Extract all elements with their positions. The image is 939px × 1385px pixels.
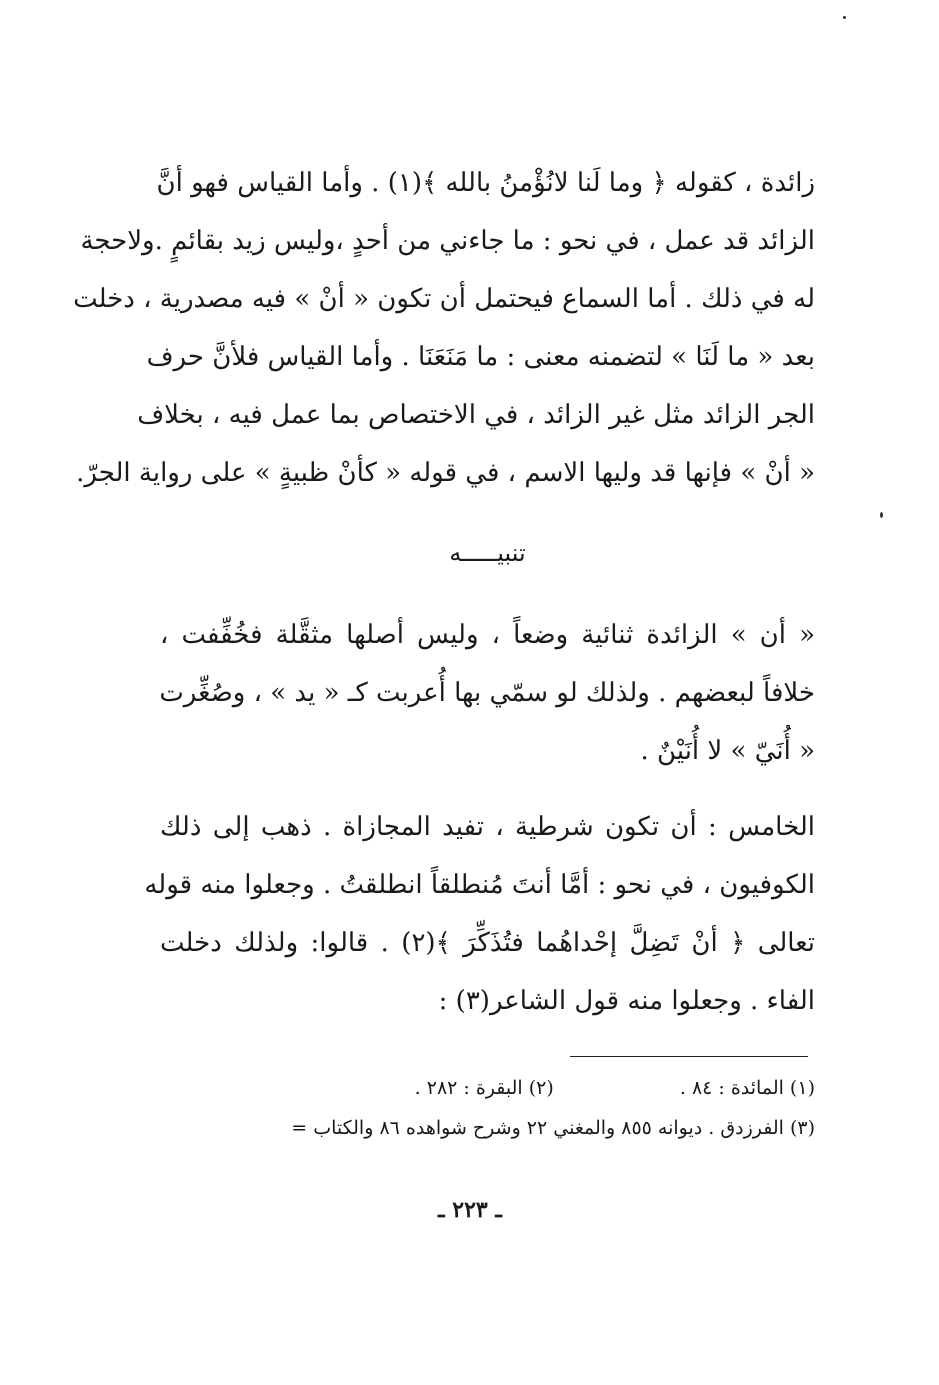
footnote-3: (٣) الفرزدق . ديوانه ٨٥٥ والمغني ٢٢ وشرح شواهده ٨٦ والكتاب = (291, 1117, 815, 1139)
paragraph-3-line-4: الفاء . وجعلوا منه قول الشاعر(٣) : (438, 986, 815, 1016)
paragraph-3-line-3: تعالى ﴿ أنْ تَضِلَّ إحْداهُما فتُذَكِّرَ ﴾(٢) . قالوا: ولذلك دخلت (160, 928, 815, 958)
paragraph-2-line-2: خلافاً لبعضهم . ولذلك لو سمّي بها أُعربت كـ « يد » ، وصُغِّرت (159, 678, 815, 708)
scan-speck (843, 16, 846, 19)
footnote-1: (١) المائدة : ٨٤ . (679, 1077, 815, 1099)
paragraph-3 (144, 798, 815, 1030)
paragraph-3-line-2: الكوفيون ، في نحو : أمَّا أنتَ مُنطلقاً انطلقتُ . وجعلوا منه قوله (144, 870, 815, 900)
paragraph-2 (160, 606, 815, 780)
paragraph-3-line-1: الخامس : أن تكون شرطية ، تفيد المجازاة . ذهب إلى ذلك (160, 812, 815, 842)
paragraph-2-line-3: « أُنَيّ » لا أُنَيْنٌ . (640, 736, 815, 766)
footnote-2: (٢) البقرة : ٢٨٢ . (414, 1077, 554, 1099)
page-number: ـ ٢٢٣ ـ (438, 1197, 502, 1223)
paragraph-1-line-5: الجر الزائد مثل غير الزائد ، في الاختصاص بما عمل فيه ، بخلاف (137, 400, 815, 430)
section-heading: تنبيـــــه (449, 539, 526, 567)
paragraph-1-line-3: له في ذلك . أما السماع فيحتمل أن تكون « أنْ » فيه مصدرية ، دخلت (73, 284, 815, 314)
footnotes-line-2 (150, 1108, 815, 1148)
paragraph-1-line-2: الزائد قد عمل ، في نحو : ما جاءني من أحدٍ ،وليس زيد بقائمٍ .ولاحجة (80, 226, 815, 256)
paragraph-1-line-1: زائدة ، كقوله ﴿ وما لَنا لانُؤْمنُ بالله ﴾(١) . وأما القياس فهو أنَّ (156, 168, 815, 198)
paragraph-2-line-1: « أن » الزائدة ثنائية وضعاً ، وليس أصلها مثقَّلة فخُفِّفت ، (160, 620, 815, 650)
paragraph-1-line-4: بعد « ما لَنَا » لتضمنه معنى : ما مَنَعَنَا . وأما القياس فلأنَّ حرف (146, 342, 815, 372)
scan-speck (880, 512, 883, 518)
footnote-divider (570, 1056, 808, 1057)
paragraph-1-line-6: « أنْ » فإنها قد وليها الاسم ، في قوله « كأنْ ظبيةٍ » على رواية الجرّ. (76, 458, 815, 488)
paragraph-1 (73, 154, 815, 502)
footnotes-line-1 (150, 1068, 815, 1108)
